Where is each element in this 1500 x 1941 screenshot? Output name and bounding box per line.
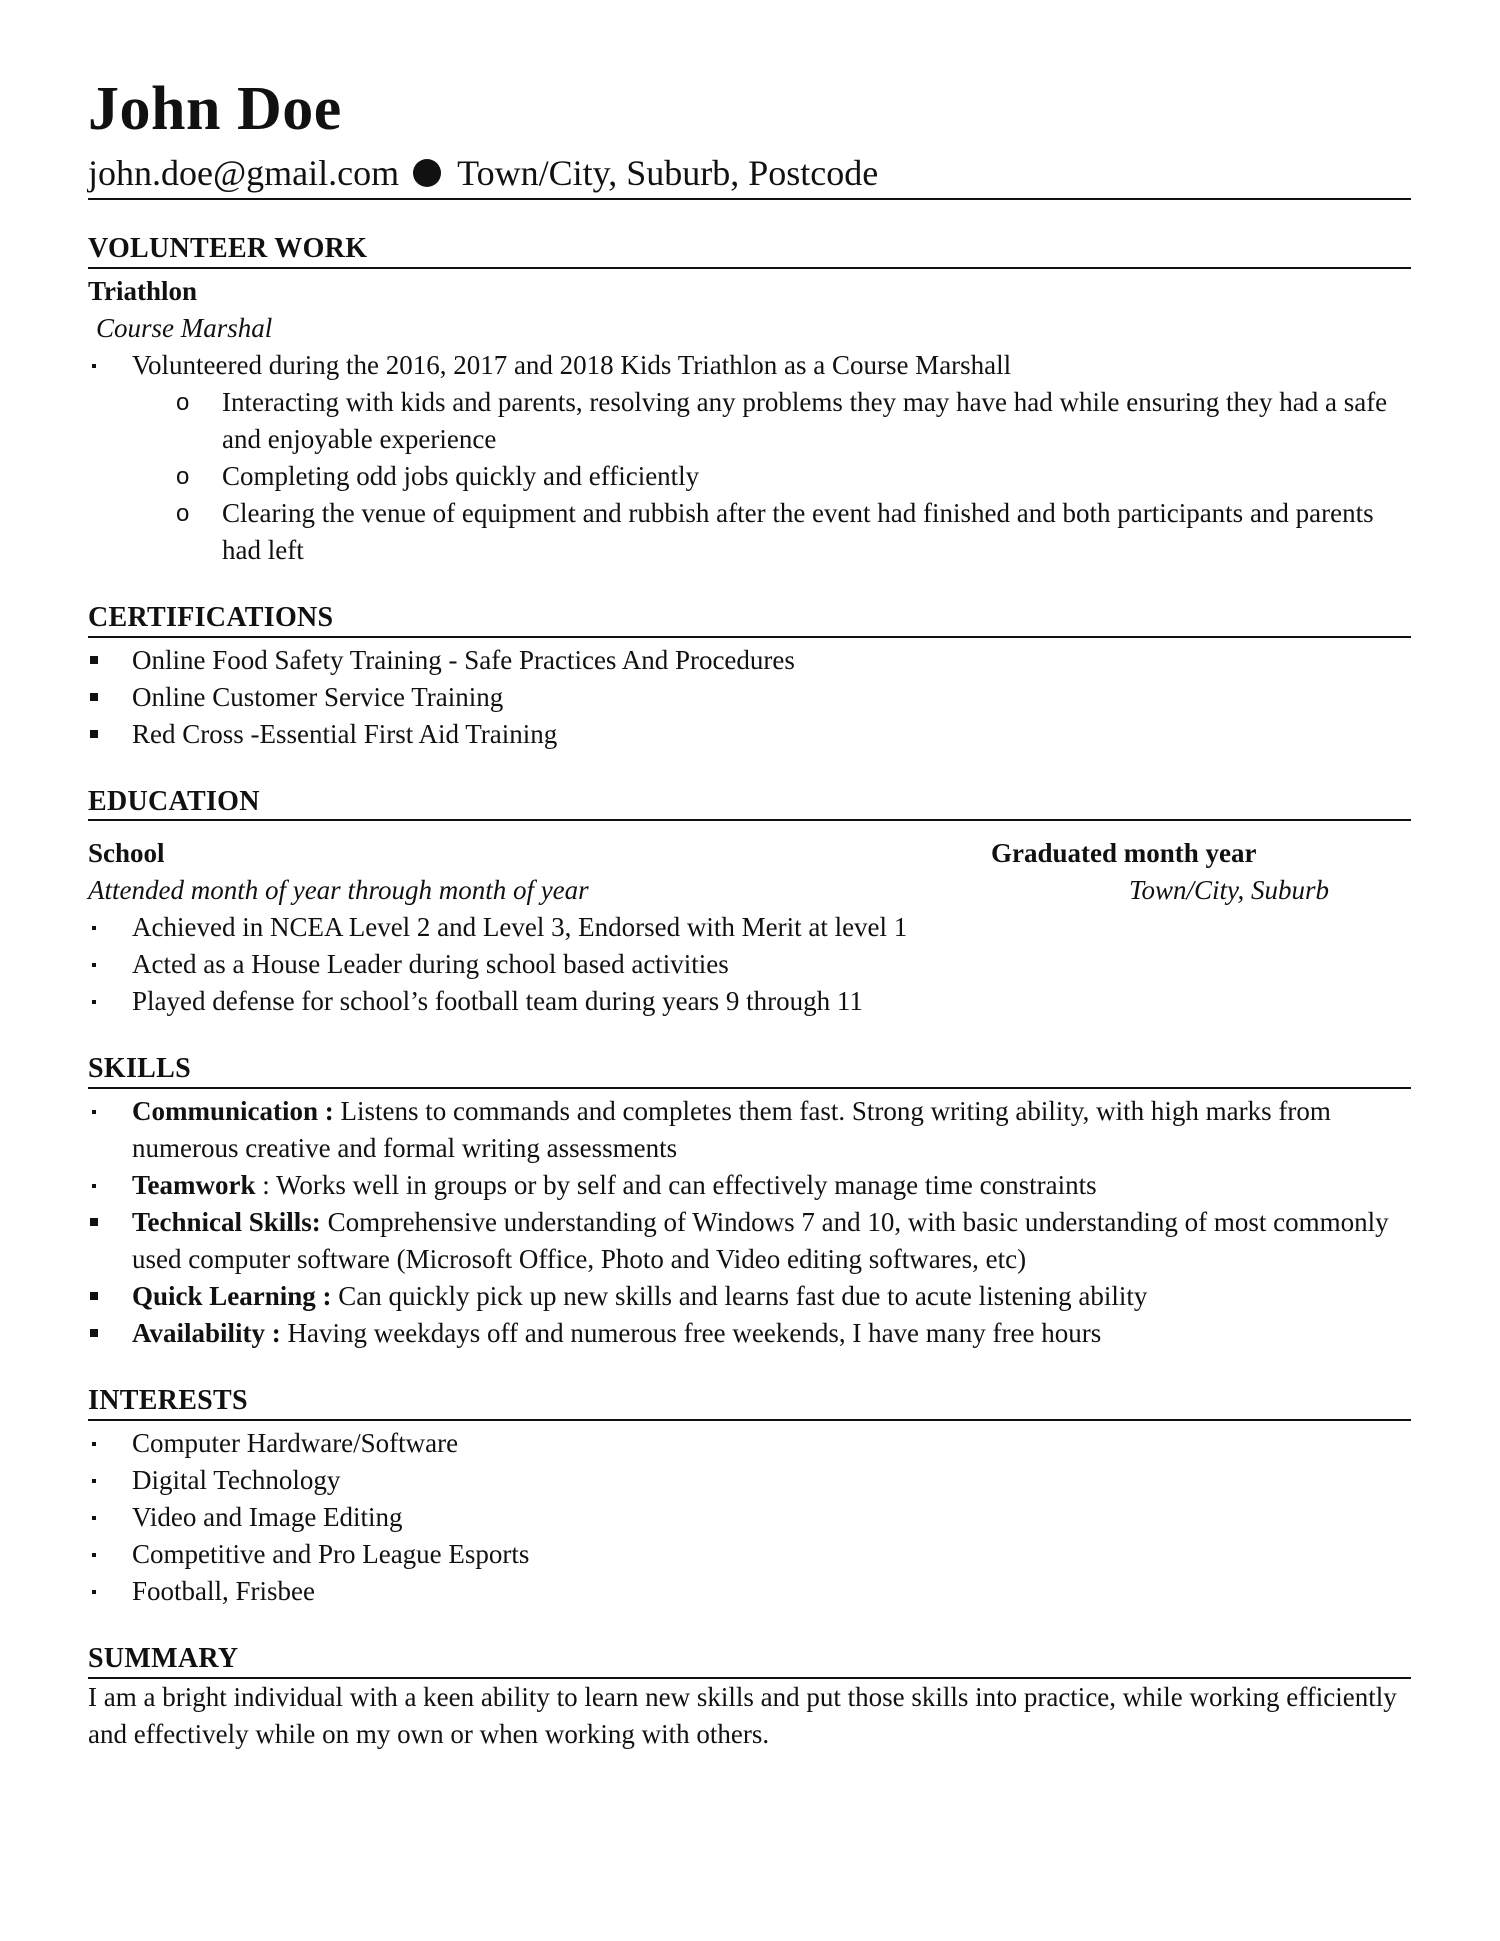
skills-section bbox=[88, 1054, 1411, 1352]
school-name: School bbox=[88, 838, 165, 869]
list-item bbox=[88, 1573, 1411, 1610]
graduation-date: Graduated month year bbox=[991, 838, 1257, 869]
list-item bbox=[88, 1204, 1411, 1278]
candidate-name: John Doe bbox=[88, 75, 342, 143]
resume-sheet bbox=[88, 75, 1411, 1753]
list-item-text: Played defense for school’s football team during years 9 through 11 bbox=[132, 986, 863, 1017]
list-item-text: Computer Hardware/Software bbox=[132, 1427, 459, 1458]
list-item bbox=[88, 909, 1411, 946]
list-item bbox=[88, 1462, 1411, 1499]
list-item bbox=[88, 347, 1411, 384]
volunteer-list bbox=[88, 347, 1411, 384]
volunteer-heading: VOLUNTEER WORK bbox=[88, 234, 1411, 269]
volunteer-org: Triathlon bbox=[88, 275, 198, 306]
education-subheader-row bbox=[88, 872, 1411, 909]
summary-text: I am a bright individual with a keen ability to learn new skills and put those skills into practice, while working efficiently and effectively while on my own or when working with others. bbox=[88, 1681, 1397, 1749]
list-item bbox=[88, 1499, 1411, 1536]
list-item bbox=[176, 495, 1411, 569]
list-item-text: Video and Image Editing bbox=[132, 1501, 403, 1532]
education-heading: EDUCATION bbox=[88, 787, 1411, 822]
circle-bullet-icon: o bbox=[176, 388, 190, 416]
skill-text: Can quickly pick up new skills and learns fast due to acute listening ability bbox=[331, 1281, 1148, 1312]
circle-bullet-icon: o bbox=[176, 462, 190, 490]
list-item-text: Interacting with kids and parents, resolving any problems they may have had while ensuring they had a safe and enjoyable experience bbox=[222, 386, 1388, 454]
list-item-text: Football, Frisbee bbox=[132, 1575, 315, 1606]
education-list bbox=[88, 909, 1411, 1020]
skills-heading: SKILLS bbox=[88, 1054, 1411, 1089]
separator-dot-icon bbox=[413, 159, 441, 187]
list-item bbox=[88, 642, 1411, 679]
certifications-heading: CERTIFICATIONS bbox=[88, 603, 1411, 638]
interests-section bbox=[88, 1386, 1411, 1610]
list-item bbox=[176, 458, 1411, 495]
list-item-text: Achieved in NCEA Level 2 and Level 3, Endorsed with Merit at level 1 bbox=[132, 912, 908, 943]
attendance-dates: Attended month of year through month of year bbox=[88, 875, 589, 906]
list-item-text: Volunteered during the 2016, 2017 and 2018 Kids Triathlon as a Course Marshall bbox=[132, 349, 1012, 380]
certifications-section bbox=[88, 603, 1411, 753]
skill-text: Comprehensive understanding of Windows 7 and 10, with basic understanding of most commonly used computer software (Microsoft Office, Photo and Video editing softwares, etc) bbox=[132, 1207, 1389, 1275]
volunteer-sublist bbox=[176, 384, 1411, 569]
skill-label: Quick Learning : bbox=[132, 1281, 332, 1312]
list-item bbox=[176, 384, 1411, 458]
contact-line bbox=[88, 152, 1411, 200]
email-text: john.doe@gmail.com bbox=[88, 153, 400, 193]
list-item bbox=[88, 1278, 1411, 1315]
interests-heading: INTERESTS bbox=[88, 1386, 1411, 1421]
list-item bbox=[88, 1425, 1411, 1462]
skills-list bbox=[88, 1093, 1411, 1352]
list-item-text: Completing odd jobs quickly and efficiently bbox=[222, 460, 700, 491]
list-item-text: Acted as a House Leader during school based activities bbox=[132, 949, 729, 980]
list-item-text: Online Food Safety Training - Safe Practices And Procedures bbox=[132, 644, 795, 675]
school-location: Town/City, Suburb bbox=[1129, 875, 1330, 906]
volunteer-role: Course Marshal bbox=[96, 312, 273, 343]
skill-text: Having weekdays off and numerous free weekends, I have many free hours bbox=[280, 1318, 1102, 1349]
skill-text: : Works well in groups or by self and can effectively manage time constraints bbox=[255, 1170, 1097, 1201]
education-section bbox=[88, 787, 1411, 1021]
summary-heading: SUMMARY bbox=[88, 1644, 1411, 1679]
list-item bbox=[88, 679, 1411, 716]
education-header-row bbox=[88, 835, 1411, 872]
location-text: Town/City, Suburb, Postcode bbox=[457, 153, 879, 193]
list-item bbox=[88, 1315, 1411, 1352]
skill-label: Teamwork bbox=[132, 1170, 256, 1201]
skill-label: Availability : bbox=[132, 1318, 281, 1349]
list-item-text: Clearing the venue of equipment and rubbish after the event had finished and both participants and parents had left bbox=[222, 497, 1374, 565]
list-item bbox=[88, 1093, 1411, 1167]
list-item bbox=[88, 983, 1411, 1020]
list-item-text: Competitive and Pro League Esports bbox=[132, 1538, 530, 1569]
circle-bullet-icon: o bbox=[176, 499, 190, 527]
interests-list bbox=[88, 1425, 1411, 1610]
skill-label: Communication : bbox=[132, 1096, 334, 1127]
list-item-text: Digital Technology bbox=[132, 1464, 341, 1495]
list-item bbox=[88, 1536, 1411, 1573]
list-item bbox=[88, 946, 1411, 983]
list-item-text: Online Customer Service Training bbox=[132, 681, 504, 712]
summary-section bbox=[88, 1644, 1411, 1753]
list-item bbox=[88, 1167, 1411, 1204]
skill-label: Technical Skills: bbox=[132, 1207, 321, 1238]
volunteer-section bbox=[88, 234, 1411, 569]
certifications-list bbox=[88, 642, 1411, 753]
list-item-text: Red Cross -Essential First Aid Training bbox=[132, 718, 558, 749]
list-item bbox=[88, 716, 1411, 753]
skill-text: Listens to commands and completes them fast. Strong writing ability, with high marks from numerous creative and formal writing assessments bbox=[132, 1096, 1331, 1164]
